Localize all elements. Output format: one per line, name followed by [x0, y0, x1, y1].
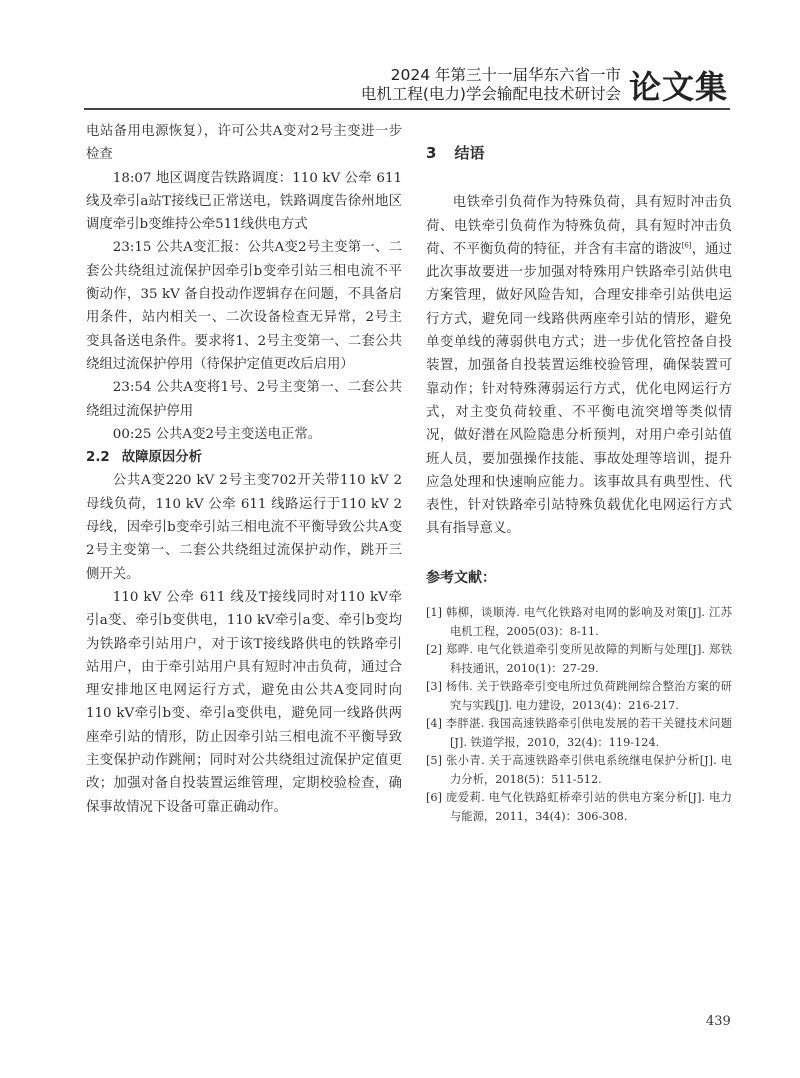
section-number: 3 — [426, 144, 437, 162]
page-header — [361, 62, 728, 108]
reference-item: [1] 韩柳，谈顺涛. 电气化铁路对电网的影响及对策[J]. 江苏电机工程，2005(03)：8-11. — [426, 606, 732, 638]
conclusion-text: ，通过此次事故要进一步加强对特殊用户铁路牵引站供电方案管理，做好风险告知，合理安排牵引站供电运行方式，避免同一线路供两座牵引站的情形，避免单变单线的薄弱供电方式；进一步优化管控备自投装置，加强备自投装置运维校验管理，确保装置可靠动作；针对特殊薄弱运行方式，优化电网运行方式，对主变负荷较重、不平衡电流突增等类似情况，做好潜在风险隐患分析预判，对用户牵引站值班人员，要加强操作技能、事故处理等培训，提升应急处理和快速响应能力。该事故具有典型性、代表性，针对铁路牵引站特殊负载优化电网运行方式具有指导意义。 — [426, 241, 732, 537]
paragraph: 23:54 公共A变将1号、2号主变第一、二套公共绕组过流保护停用 — [86, 380, 402, 419]
reference-item: [5] 张小青. 关于高速铁路牵引供电系统继电保护分析[J]. 电力分析，2018(5)：511-512. — [426, 754, 732, 786]
proceedings-label: 论文集 — [628, 68, 728, 106]
paragraph: 公共A变220 kV 2号主变702开关带110 kV 2母线负荷，110 kV 公牵 611 线路运行于110 kV 2母线，因牵引b变牵引站三相电流不平衡导致公共A变2号主变第一、二套公共绕组过流保护动作，跳开三侧开关。 — [86, 473, 402, 582]
section-number: 2.2 — [86, 450, 110, 466]
section-title: 故障原因分析 — [121, 450, 203, 466]
reference-item: [2] 郑晔. 电气化铁道牵引变所见故障的判断与处理[J]. 郑铁科技通讯，2010(1)：27-29. — [426, 643, 732, 675]
section-title: 结语 — [454, 144, 485, 162]
paragraph: 00:25 公共A变2号主变送电正常。 — [112, 426, 322, 442]
conference-title — [361, 66, 621, 104]
paragraph: 110 kV 公牵 611 线及T接线同时对110 kV牵引a变、牵引b变供电，110 kV牵引a变、牵引b变均为铁路牵引站用户，对于该T接线路供电的铁路牵引站用户，由于牵引站用户具有短时冲击负荷，通过合理安排地区电网运行方式，避免由公共A变同时向110 kV牵引b变、牵引a变供电，避免同一线路供两座牵引站的情形，防止因牵引站三相电流不平衡导致主变保护动作跳闸；同时对公共绕组过流保护定值更改；加强对备自投装置运维管理，定期校验检查，确保事故情况下设备可靠正确动作。 — [86, 589, 402, 815]
paragraph: 23:15 公共A变汇报：公共A变2号主变第一、二套公共绕组过流保护因牵引b变牵引站三相电流不平衡动作，35 kV 备自投动作逻辑存在问题，不具备启用条件，站内相关一、二次设备检查无异常，2号主变具备送电条件。要求将1、2号主变第一、二套公共绕组过流保护停用（待保护定值更改后启用） — [86, 240, 402, 372]
page-number: 439 — [706, 1014, 731, 1029]
paragraph: 18:07 地区调度告铁路调度：110 kV 公牵 611 线及牵引a站T接线已正常送电，铁路调度告徐州地区调度牵引b变维持公牵511线供电方式 — [86, 170, 402, 233]
conference-title-line1: 2024 年第三十一届华东六省一市 — [390, 66, 621, 84]
section-heading-2-2 — [86, 446, 402, 469]
conclusion-paragraph — [426, 191, 732, 540]
reference-item: [6] 庞爱莉. 电气化铁路虹桥牵引站的供电方案分析[J]. 电力与能源，2011，34(4)：306-308. — [426, 791, 732, 823]
reference-item: [4] 李胖湛. 我国高速铁路牵引供电发展的若干关键技术问题[J]. 铁道学报，2010，32(4)：119-124. — [426, 717, 732, 749]
reference-item: [3] 杨伟. 关于铁路牵引变电所过负荷跳闸综合整治方案的研究与实践[J]. 电力建设，2013(4)：216-217. — [426, 680, 732, 712]
paragraph: 电站备用电源恢复），许可公共A变对2号主变进一步检查 — [86, 124, 402, 163]
conference-title-line2: 电机工程(电力)学会输配电技术研讨会 — [360, 85, 621, 103]
header-divider — [84, 108, 730, 110]
citation-marker: [6] — [681, 241, 692, 250]
section-heading-3 — [426, 142, 732, 165]
conclusion-text: 电铁牵引负荷作为特殊负荷，具有短时冲击负荷、电铁牵引负荷作为特殊负荷，具有短时冲击负荷、不平衡负荷的特征，并含有丰富的谐波 — [426, 195, 732, 257]
left-column — [86, 120, 402, 819]
right-column — [426, 120, 732, 826]
references-heading: 参考文献： — [426, 569, 496, 586]
